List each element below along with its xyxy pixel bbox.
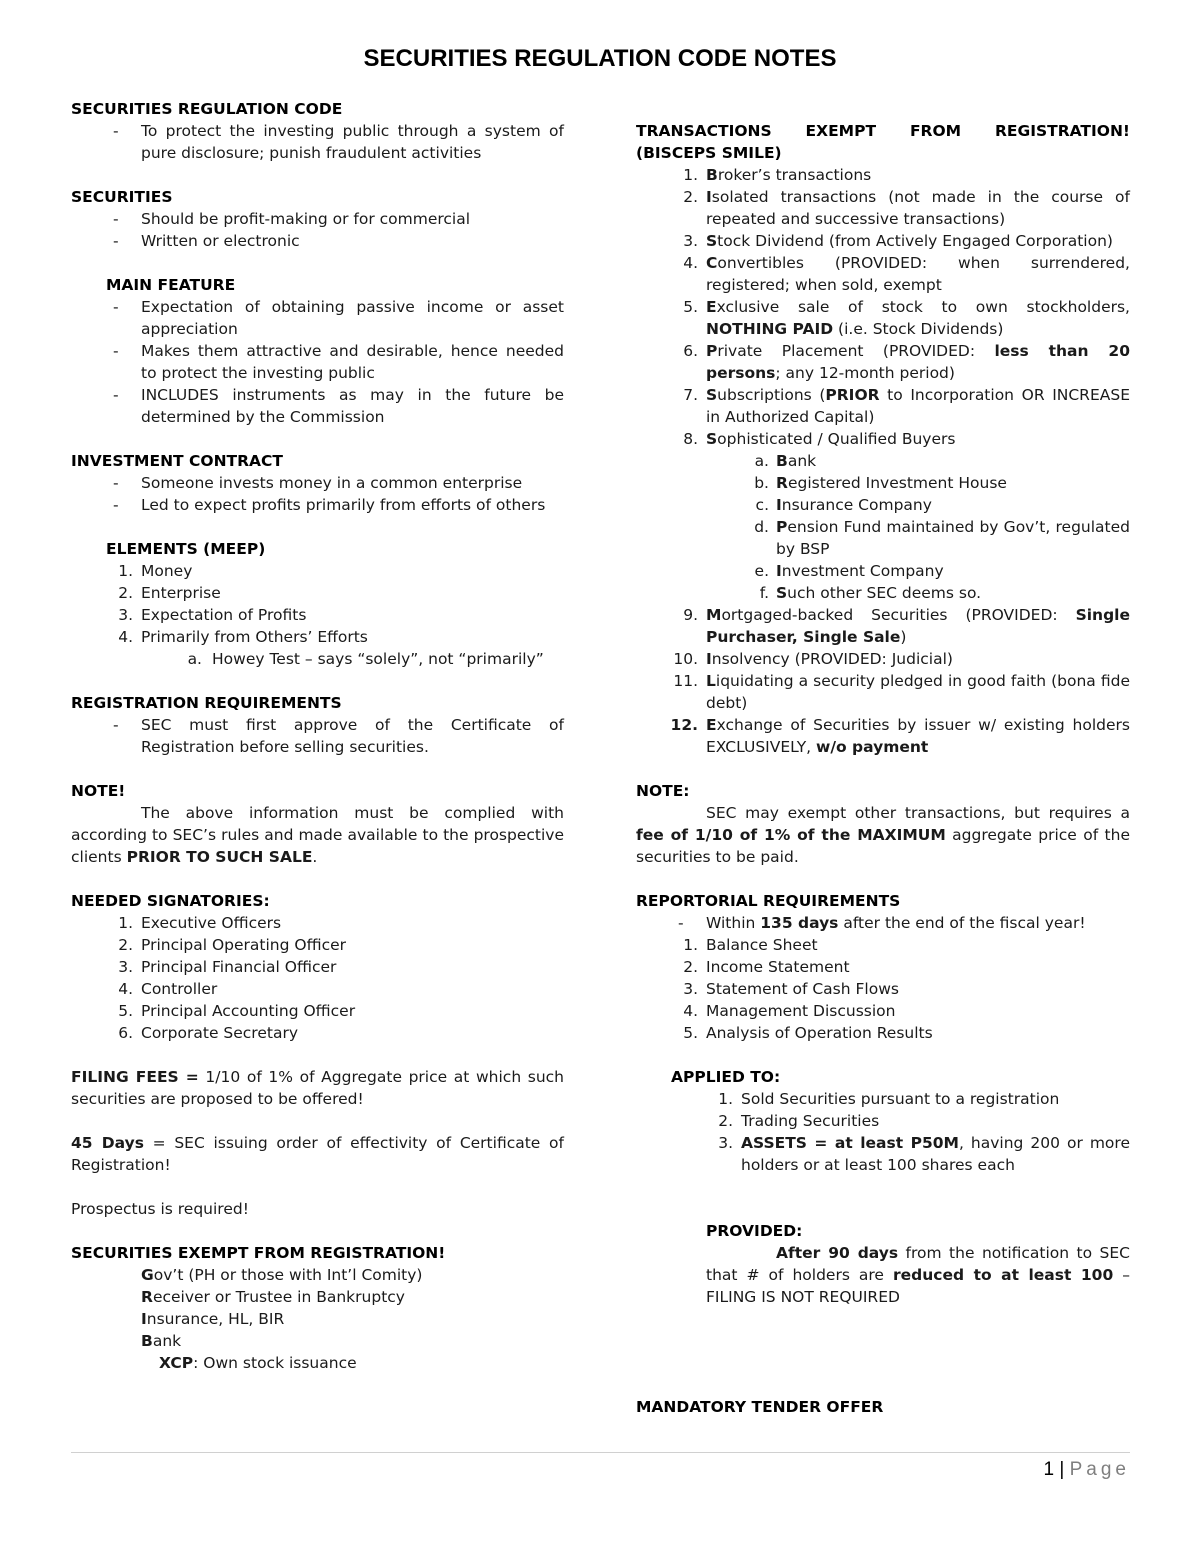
heading-signatories: NEEDED SIGNATORIES:: [71, 892, 270, 910]
heading-reportorial: REPORTORIAL REQUIREMENTS: [636, 892, 901, 910]
heading-main-feature: MAIN FEATURE: [106, 276, 236, 294]
note-paragraph: The above information must be complied with according to SEC’s rules and made available to the prospective clients PRIOR TO SUCH SALE.: [71, 804, 564, 866]
list-item: 2. Isolated transactions (not made in the course of repeated and successive transactions): [683, 188, 1130, 228]
list-item: a. Bank: [754, 452, 817, 470]
heading-mandatory-tender-offer: MANDATORY TENDER OFFER: [636, 1398, 884, 1416]
list-item: 4. Primarily from Others’ Efforts: [118, 628, 368, 646]
list-item: 3. Principal Financial Officer: [118, 958, 337, 976]
list-item: - Someone invests money in a common enterprise: [113, 474, 523, 492]
list-item: 8. Sophisticated / Qualified Buyers: [683, 430, 956, 448]
heading-applied-to: APPLIED TO:: [671, 1068, 781, 1086]
list-item: - Led to expect profits primarily from efforts of others: [113, 496, 546, 514]
list-item: 12. Exchange of Securities by issuer w/ existing holders EXCLUSIVELY, w/o payment: [670, 716, 1130, 756]
provided-paragraph: After 90 days from the notification to SEC that # of holders are reduced to at least 100 – FILING IS NOT REQUIRED: [706, 1244, 1131, 1306]
heading-securities: SECURITIES: [71, 188, 173, 206]
list-item: d. Pension Fund maintained by Gov’t, regulated by BSP: [754, 518, 1130, 558]
list-item: Insurance, HL, BIR: [141, 1310, 285, 1328]
heading-elements: ELEMENTS (MEEP): [106, 540, 266, 558]
list-item: 6. Corporate Secretary: [118, 1024, 298, 1042]
list-item: 2. Income Statement: [683, 958, 850, 976]
list-item: - Written or electronic: [113, 232, 300, 250]
list-item: - Makes them attractive and desirable, hence needed to protect the investing public: [113, 342, 564, 382]
list-item: 3. Statement of Cash Flows: [683, 980, 899, 998]
list-item: 4. Convertibles (PROVIDED: when surrendered, registered; when sold, exempt: [683, 254, 1130, 294]
list-item: 5. Principal Accounting Officer: [118, 1002, 356, 1020]
list-item: 5. Analysis of Operation Results: [683, 1024, 933, 1042]
list-item: 4. Management Discussion: [683, 1002, 896, 1020]
list-item: 3. ASSETS = at least P50M, having 200 or more holders or at least 100 shares each: [718, 1134, 1130, 1174]
list-item: 2. Trading Securities: [718, 1112, 880, 1130]
prospectus-note: Prospectus is required!: [71, 1200, 249, 1218]
list-item: 1. Balance Sheet: [683, 936, 818, 954]
list-item: 1. Executive Officers: [118, 914, 282, 932]
list-item: 5. Exclusive sale of stock to own stockholders, NOTHING PAID (i.e. Stock Dividends): [683, 298, 1130, 338]
heading-src: SECURITIES REGULATION CODE: [71, 100, 343, 118]
right-column: [636, 120, 1130, 1418]
page-title: SECURITIES REGULATION CODE NOTES: [363, 45, 837, 72]
list-item: 1. Broker’s transactions: [683, 166, 872, 184]
left-column: [71, 98, 564, 1374]
list-item: 3. Stock Dividend (from Actively Engaged Corporation): [683, 232, 1113, 250]
filing-fees: FILING FEES = 1/10 of 1% of Aggregate price at which such securities are proposed to be offered!: [71, 1068, 565, 1108]
45-days: 45 Days = SEC issuing order of effectivity of Certificate of Registration!: [71, 1134, 564, 1174]
list-item: Receiver or Trustee in Bankruptcy: [141, 1288, 405, 1306]
list-item: 1. Money: [118, 562, 193, 580]
list-item: a. Howey Test – says “solely”, not “primarily”: [187, 650, 544, 668]
list-item: 6. Private Placement (PROVIDED: less than 20 persons; any 12-month period): [683, 342, 1130, 382]
list-item: 7. Subscriptions (PRIOR to Incorporation OR INCREASE in Authorized Capital): [683, 386, 1130, 426]
heading-note: NOTE!: [71, 782, 126, 800]
list-item: f. Such other SEC deems so.: [759, 584, 982, 602]
list-item: 10. Insolvency (PROVIDED: Judicial): [673, 650, 953, 668]
heading-registration-requirements: REGISTRATION REQUIREMENTS: [71, 694, 342, 712]
list-item: Gov’t (PH or those with Int’l Comity): [141, 1266, 423, 1284]
list-item: 2. Enterprise: [118, 584, 221, 602]
page-footer: 1 | Page: [1043, 1459, 1130, 1480]
list-item: b. Registered Investment House: [754, 474, 1007, 492]
heading-transactions-exempt: TRANSACTIONS EXEMPT FROM REGISTRATION! (BISCEPS SMILE): [636, 122, 1130, 162]
list-item: 3. Expectation of Profits: [118, 606, 307, 624]
list-item: XCP: Own stock issuance: [159, 1354, 357, 1372]
list-item: 2. Principal Operating Officer: [118, 936, 347, 954]
list-item: c. Insurance Company: [755, 496, 932, 514]
list-item: - Expectation of obtaining passive income or asset appreciation: [113, 298, 564, 338]
list-item: 1. Sold Securities pursuant to a registration: [718, 1090, 1060, 1108]
list-item: - Within 135 days after the end of the fiscal year!: [678, 914, 1086, 932]
list-item: e. Investment Company: [754, 562, 944, 580]
list-item: 9. Mortgaged-backed Securities (PROVIDED: Single Purchaser, Single Sale): [683, 606, 1130, 646]
list-item: - INCLUDES instruments as may in the future be determined by the Commission: [113, 386, 564, 426]
note-paragraph-right: SEC may exempt other transactions, but requires a fee of 1/10 of 1% of the MAXIMUM aggregate price of the securities to be paid.: [636, 804, 1130, 866]
list-item: Bank: [141, 1332, 182, 1350]
list-item: - Should be profit-making or for commercial: [113, 210, 471, 228]
heading-note-right: NOTE:: [636, 782, 690, 800]
heading-investment-contract: INVESTMENT CONTRACT: [71, 452, 283, 470]
footer-divider: [71, 1452, 1130, 1453]
heading-provided: PROVIDED:: [706, 1222, 803, 1240]
heading-securities-exempt: SECURITIES EXEMPT FROM REGISTRATION!: [71, 1244, 446, 1262]
list-item: 4. Controller: [118, 980, 218, 998]
list-item: 11. Liquidating a security pledged in good faith (bona fide debt): [673, 672, 1130, 712]
list-item: - SEC must first approve of the Certificate of Registration before selling securities.: [113, 716, 564, 756]
list-item: - To protect the investing public through a system of pure disclosure; punish fraudulent activities: [113, 122, 564, 162]
